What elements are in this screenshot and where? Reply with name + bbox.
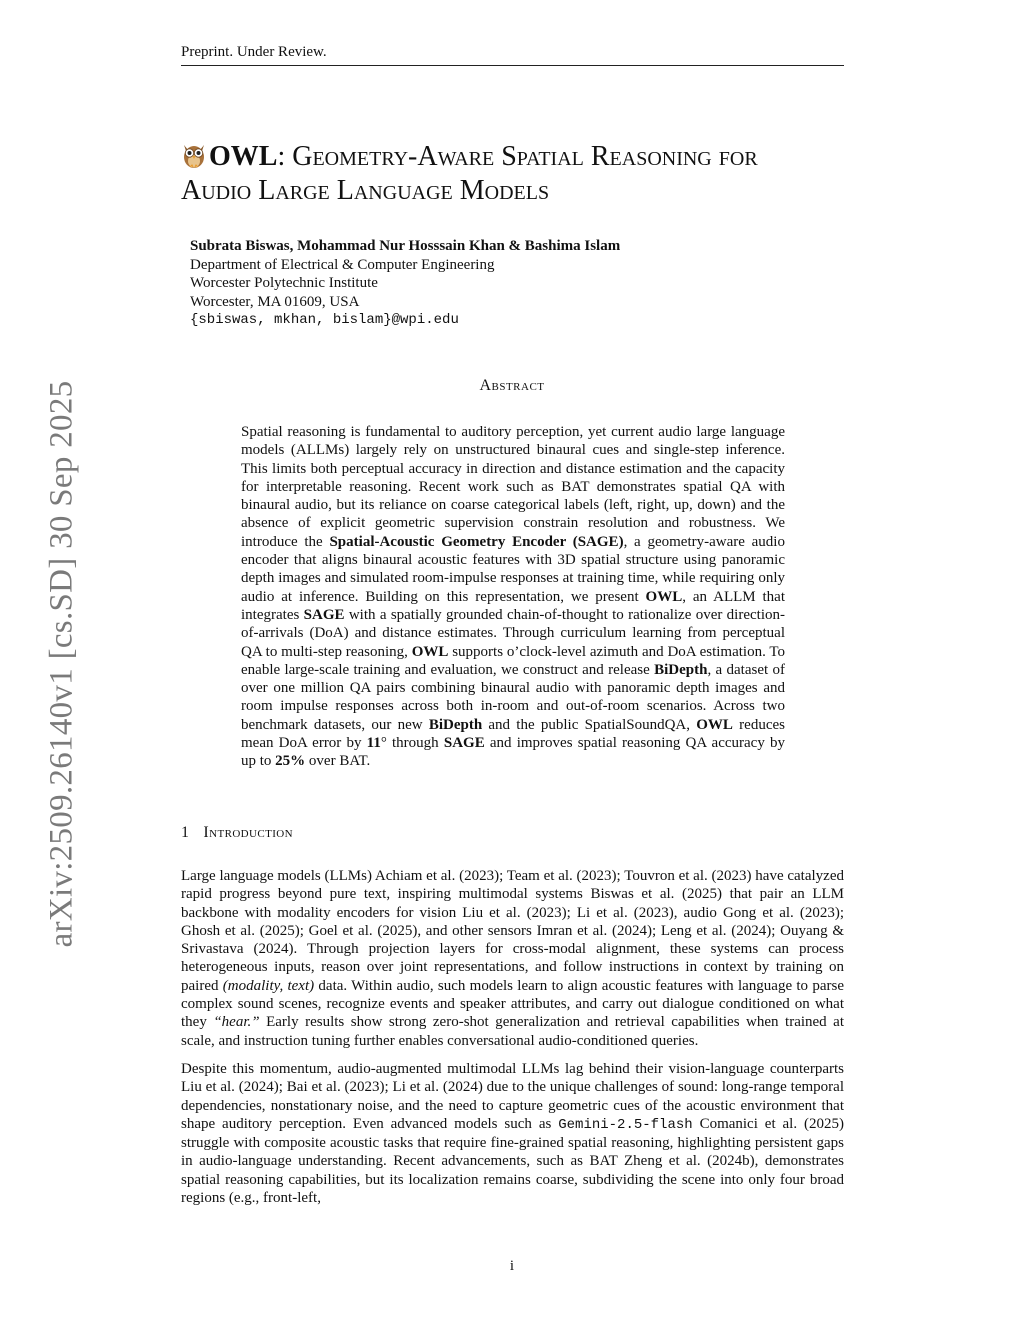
abstract-segment: ° through xyxy=(380,735,444,752)
introduction-body xyxy=(181,867,844,1217)
section-number: 1 xyxy=(181,824,190,841)
owl-emoji-icon xyxy=(181,141,207,169)
paragraph-segment: data. Within audio, such models learn to align acoustic features with language to parse complex sound scenes, recognize events and speaker attributes, and carry out dialogue conditioned on what they xyxy=(181,977,844,1031)
paragraph xyxy=(181,867,844,1050)
paragraph-segment: Large language models (LLMs) Achiam et al. (2023); Team et al. (2023); Touvron et al. (2023) have catalyzed rapid progress beyond pure text, inspiring multimodal systems Biswas et al. (2025) that pair an LLM backbone with modality encoders for vision Liu et al. (2023); Li et al. (2023), audio Gong et al. (2023); Ghosh et al. (2025); Goel et al. (2025), and other sensors Imran et al. (2024); Leng et al. (2024); Ouyang & Srivastava (2024). Through projection layers for cross-modal alignment, these systems can process heterogeneous inputs, reason over joint representations, and follow instructions in context by training on paired xyxy=(181,868,844,994)
title-line2: Audio Large Language Models xyxy=(181,175,550,206)
abstract-bold-term: BiDepth xyxy=(654,661,708,678)
abstract-segment: , a dataset of over one million QA pairs combining binaural audio with panoramic depth images and room impulse responses across both in-room and out-of-room scenarios. Across two benchmark datasets, our new xyxy=(241,661,785,733)
abstract-segment: and improves spatial reasoning QA accuracy by up to xyxy=(241,735,785,770)
abstract-bold-term: 11 xyxy=(366,735,381,752)
abstract-bold-term: OWL xyxy=(645,588,683,605)
abstract-segment: over BAT. xyxy=(305,753,371,770)
title-line1-rest: : Geometry-Aware Spatial Reasoning for xyxy=(277,141,758,172)
header-rule xyxy=(181,65,844,66)
abstract-bold-term: Spatial-Acoustic Geometry Encoder (SAGE) xyxy=(329,533,624,550)
abstract-segment: Spatial reasoning is fundamental to auditory perception, yet current audio large language models (ALLMs) largely rely on unstructured binaural cues and single-step inference. This limits both perceptual accuracy in direction and distance estimation and the capacity for interpretable reasoning. Recent work such as BAT demonstrates spatial QA with binaural audio, but its reliance on coarse categorical labels (left, right, up, down) and the absence of explicit geometric supervision constrain resolution and robustness. We introduce the xyxy=(241,424,785,550)
author-block xyxy=(190,237,620,330)
paragraph-segment: Despite this momentum, audio-augmented multimodal LLMs lag behind their vision-language counterparts Liu et al. (2024); Bai et al. (2023); Li et al. (2024) due to the unique challenges of sound: long-range temporal dependencies, nonstationary noise, and the need to capture geometric cues of the acoustic environment that shape auditory perception. Even advanced models such as xyxy=(181,1060,844,1132)
abstract-bold-term: OWL xyxy=(411,643,449,660)
preprint-note: Preprint. Under Review. xyxy=(181,44,327,60)
arxiv-identifier-stamp: arXiv:2509.26140v1 [cs.SD] 30 Sep 2025 xyxy=(43,380,80,948)
section-heading-introduction xyxy=(181,824,293,842)
title-model-name: OWL xyxy=(209,141,278,172)
abstract-bold-term: BiDepth xyxy=(428,716,483,733)
author-department: Department of Electrical & Computer Engineering xyxy=(190,256,495,273)
author-email: {sbiswas, mkhan, bislam}@wpi.edu xyxy=(190,312,459,328)
paragraph xyxy=(181,1060,844,1207)
paper-title xyxy=(181,140,861,208)
abstract-segment: reduces mean DoA error by xyxy=(241,716,785,752)
page-number: i xyxy=(509,1258,515,1274)
paragraph-segment: Early results show strong zero-shot generalization and retrieval capabilities when trained at scale, and instruction tuning further enables conversational audio-conditioned queries. xyxy=(181,1014,844,1049)
abstract-bold-term: 25% xyxy=(275,753,306,770)
author-institute: Worcester Polytechnic Institute xyxy=(190,275,378,291)
section-title: Introduction xyxy=(203,824,293,841)
abstract-segment: , a geometry-aware audio encoder that aligns binaural acoustic features with 3D spatial structure using panoramic depth images and simulated room-impulse responses at training time, while requiring only audio at inference. Building on this representation, we present xyxy=(241,533,785,605)
abstract-segment: , an ALLM that integrates xyxy=(241,588,785,623)
model-name-code: Gemini-2.5-flash xyxy=(558,1116,693,1133)
abstract-heading: Abstract xyxy=(479,377,545,394)
abstract-segment: supports o’clock-level azimuth and DoA estimation. To enable large-scale training and evaluation, we construct and release xyxy=(241,643,786,678)
abstract-text xyxy=(241,423,785,771)
italic-term: (modality, text) xyxy=(222,977,315,994)
abstract-bold-term: OWL xyxy=(696,716,733,733)
author-names: Subrata Biswas, Mohammad Nur Hosssain Khan & Bashima Islam xyxy=(190,238,621,254)
abstract-bold-term: SAGE xyxy=(303,606,345,623)
abstract-segment: and the public SpatialSoundQA, xyxy=(482,716,697,733)
italic-quote: “hear.” xyxy=(213,1014,260,1031)
abstract-bold-term: SAGE xyxy=(443,735,485,752)
abstract-segment: with a spatially grounded chain-of-thought to rationalize over direction-of-arrivals (DoA) and distance estimates. Through curriculum learning from perceptual QA to multi-step reasoning, xyxy=(241,606,785,660)
paragraph-segment: Comanici et al. (2025) struggle with composite acoustic tasks that require fine-grained spatial reasoning, highlighting persistent gaps in audio-language understanding. Recent advancements, such as BAT Zheng et al. (2024b), demonstrates spatial reasoning capabilities, but its localization remains coarse, subdividing the scene into only four broad regions (e.g., front-left, xyxy=(181,1115,844,1207)
author-address: Worcester, MA 01609, USA xyxy=(190,293,360,310)
